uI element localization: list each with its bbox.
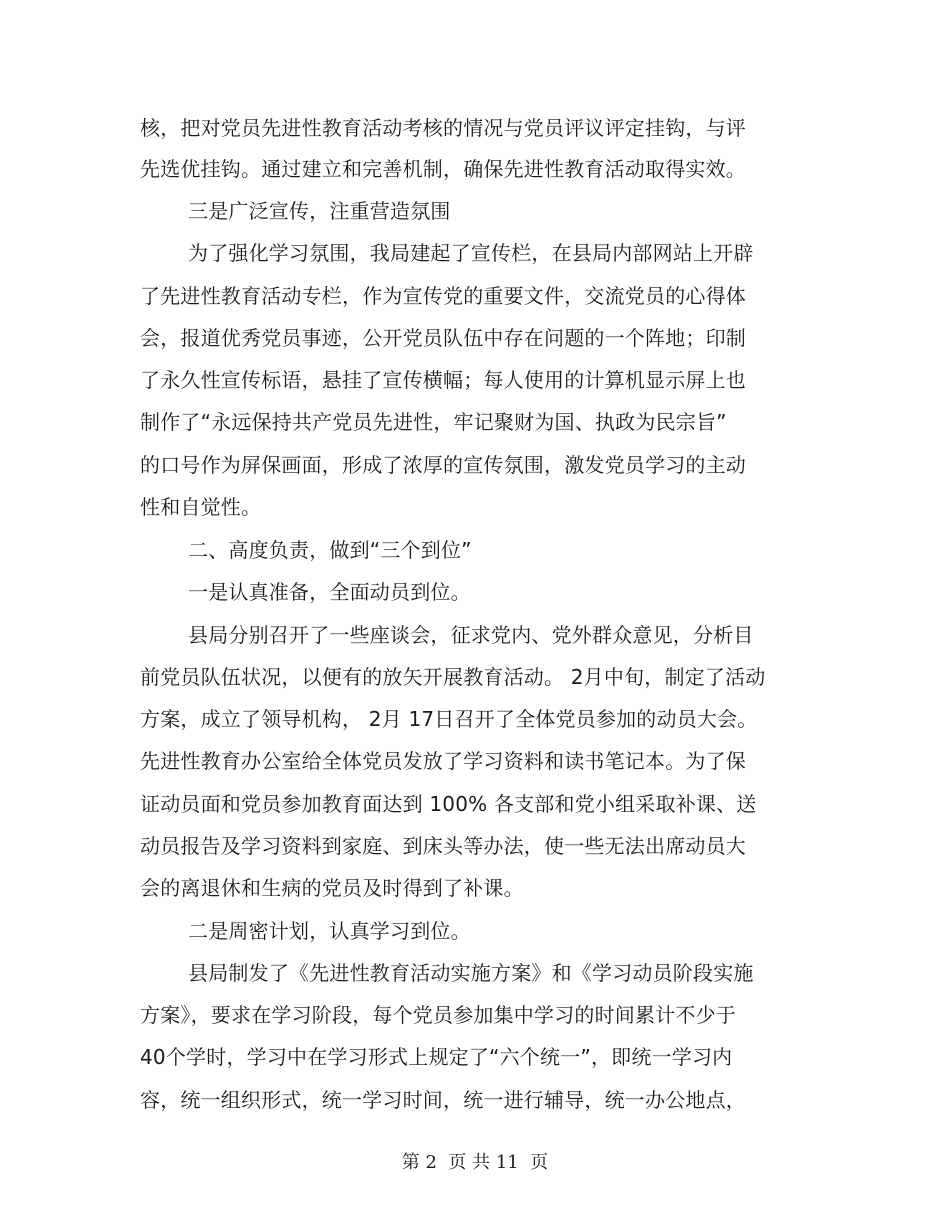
section-heading: 二、高度负责，做到“三个到位” [188, 538, 472, 562]
paragraph-line: 前党员队伍状况，以便有的放矢开展教育活动。 2月中旬，制定了活动 [140, 665, 766, 689]
paragraph-line: 证动员面和党员参加教育面达到 100% 各支部和党小组采取补课、送 [140, 792, 757, 816]
paragraph-line: 的口号作为屏保画面，形成了浓厚的宣传氛围，激发党员学习的主动 [140, 453, 746, 477]
page-footer: 第 2 页 共 11 页 [401, 1152, 549, 1173]
paragraph-line: 先进性教育办公室给全体党员发放了学习资料和读书笔记本。为了保 [140, 749, 746, 773]
paragraph-line: 40个学时，学习中在学习形式上规定了“六个统一”，即统一学习内 [140, 1045, 733, 1069]
paragraph-line: 制作了“永远保持共产党员先进性，牢记聚财为国、执政为民宗旨” [140, 410, 727, 434]
paragraph-line: 方案》，要求在学习阶段，每个党员参加集中学习的时间累计不少于 [140, 1003, 736, 1027]
paragraph-line: 会的离退休和生病的党员及时得到了补课。 [140, 876, 524, 900]
paragraph-line: 了永久性宣传标语，悬挂了宣传横幅；每人使用的计算机显示屏上也 [140, 368, 746, 392]
paragraph-line: 县局制发了《先进性教育活动实施方案》和《学习动员阶段实施 [188, 961, 754, 985]
paragraph-line: 方案，成立了领导机构， 2月 17日召开了全体党员参加的动员大会。 [140, 707, 758, 731]
paragraph-line: 动员报告及学习资料到家庭、到床头等办法，使一些无法出席动员大 [140, 834, 746, 858]
paragraph-line: 先选优挂钩。通过建立和完善机制，确保先进性教育活动取得实效。 [140, 157, 746, 181]
paragraph-line: 了先进性教育活动专栏，作为宣传党的重要文件，交流党员的心得体 [140, 284, 746, 308]
paragraph-line: 核，把对党员先进性教育活动考核的情况与党员评议评定挂钩，与评 [140, 116, 746, 140]
paragraph-line: 县局分别召开了一些座谈会，征求党内、党外群众意见，分析目 [188, 623, 754, 647]
paragraph-line: 会，报道优秀党员事迹，公开党员队伍中存在问题的一个阵地；印制 [140, 326, 746, 350]
section-heading: 二是周密计划，认真学习到位。 [188, 919, 471, 943]
paragraph-line: 容，统一组织形式，统一学习时间，统一进行辅导，统一办公地点， [140, 1088, 746, 1112]
section-heading: 三是广泛宣传，注重营造氛围 [188, 199, 451, 223]
paragraph-line: 性和自觉性。 [140, 495, 262, 519]
section-heading: 一是认真准备，全面动员到位。 [188, 580, 471, 604]
paragraph-line: 为了强化学习氛围，我局建起了宣传栏，在县局内部网站上开辟 [188, 241, 754, 265]
